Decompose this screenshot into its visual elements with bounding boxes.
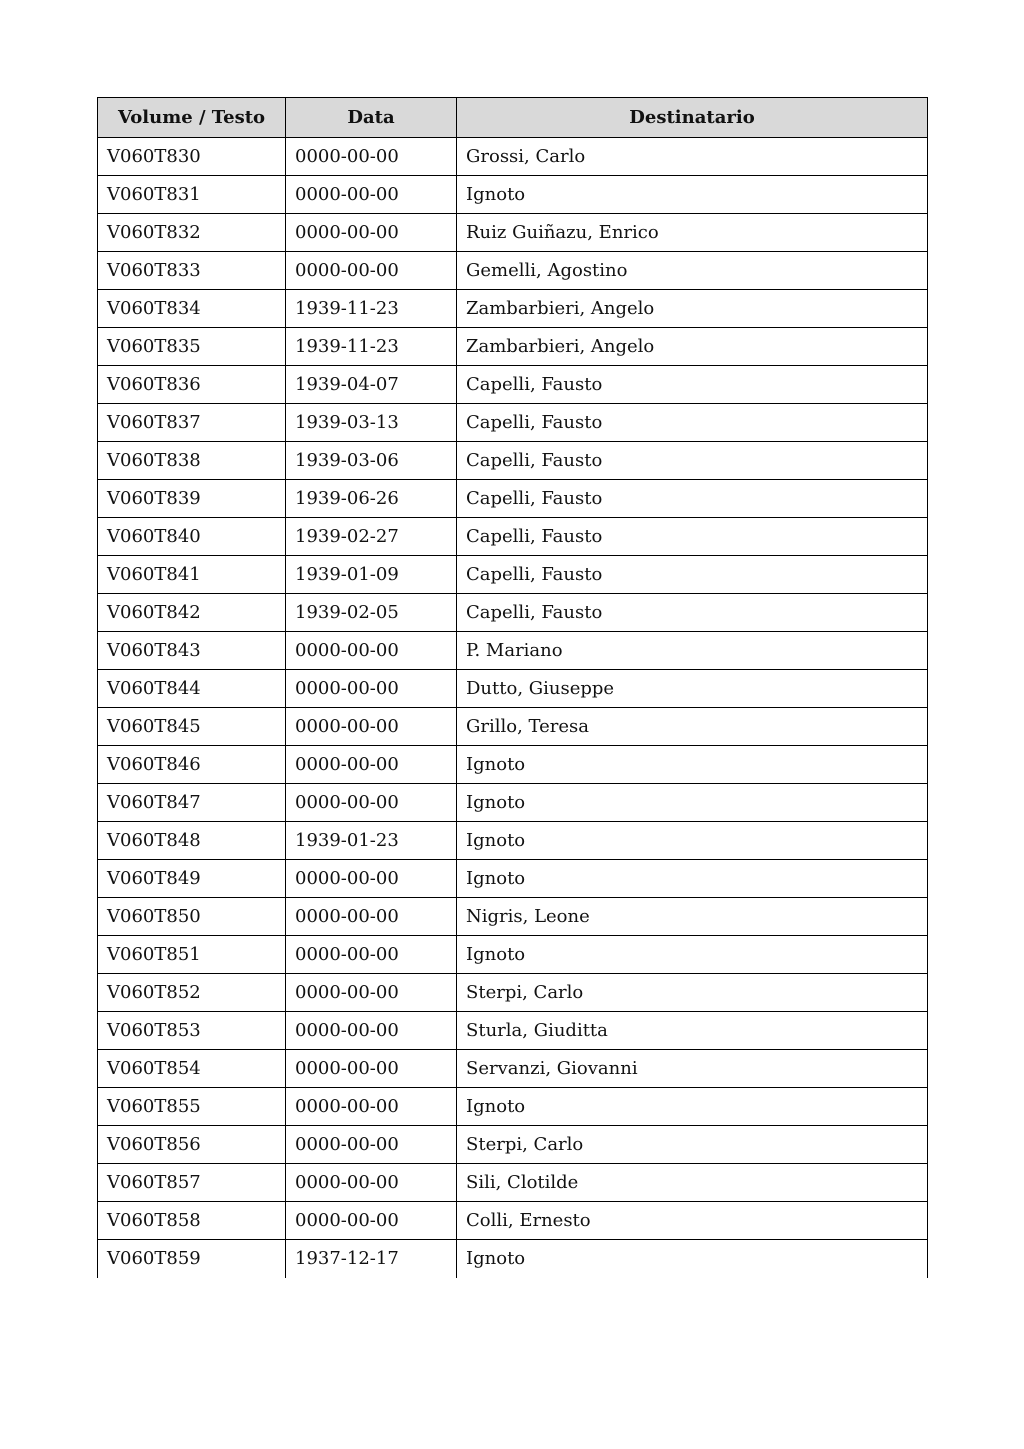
- cell-destinatario: Sili, Clotilde: [457, 1164, 928, 1202]
- column-header-data: Data: [286, 98, 457, 138]
- cell-data: 0000-00-00: [286, 632, 457, 670]
- cell-volume-testo: V060T835: [98, 328, 286, 366]
- cell-destinatario: Ignoto: [457, 1240, 928, 1278]
- table-row: [98, 252, 928, 290]
- cell-destinatario: Colli, Ernesto: [457, 1202, 928, 1240]
- cell-destinatario: Capelli, Fausto: [457, 594, 928, 632]
- table-row: [98, 1050, 928, 1088]
- cell-destinatario: Servanzi, Giovanni: [457, 1050, 928, 1088]
- cell-volume-testo: V060T840: [98, 518, 286, 556]
- cell-data: 0000-00-00: [286, 138, 457, 176]
- cell-volume-testo: V060T857: [98, 1164, 286, 1202]
- cell-volume-testo: V060T838: [98, 442, 286, 480]
- cell-destinatario: Grillo, Teresa: [457, 708, 928, 746]
- table-row: [98, 1126, 928, 1164]
- cell-volume-testo: V060T831: [98, 176, 286, 214]
- cell-volume-testo: V060T841: [98, 556, 286, 594]
- cell-volume-testo: V060T836: [98, 366, 286, 404]
- cell-destinatario: Sturla, Giuditta: [457, 1012, 928, 1050]
- table-row: [98, 708, 928, 746]
- cell-destinatario: Ignoto: [457, 860, 928, 898]
- cell-volume-testo: V060T834: [98, 290, 286, 328]
- cell-destinatario: Ignoto: [457, 176, 928, 214]
- cell-destinatario: Ruiz Guiñazu, Enrico: [457, 214, 928, 252]
- cell-data: 0000-00-00: [286, 1088, 457, 1126]
- cell-volume-testo: V060T833: [98, 252, 286, 290]
- cell-data: 1939-03-06: [286, 442, 457, 480]
- cell-data: 0000-00-00: [286, 1202, 457, 1240]
- cell-volume-testo: V060T853: [98, 1012, 286, 1050]
- cell-destinatario: Capelli, Fausto: [457, 556, 928, 594]
- cell-destinatario: Dutto, Giuseppe: [457, 670, 928, 708]
- cell-data: 0000-00-00: [286, 1050, 457, 1088]
- cell-volume-testo: V060T856: [98, 1126, 286, 1164]
- cell-destinatario: Zambarbieri, Angelo: [457, 290, 928, 328]
- cell-volume-testo: V060T846: [98, 746, 286, 784]
- cell-destinatario: Grossi, Carlo: [457, 138, 928, 176]
- cell-volume-testo: V060T847: [98, 784, 286, 822]
- cell-data: 0000-00-00: [286, 936, 457, 974]
- cell-data: 0000-00-00: [286, 1012, 457, 1050]
- cell-data: 1939-04-07: [286, 366, 457, 404]
- cell-destinatario: Ignoto: [457, 822, 928, 860]
- table-row: [98, 518, 928, 556]
- cell-volume-testo: V060T849: [98, 860, 286, 898]
- cell-data: 0000-00-00: [286, 746, 457, 784]
- cell-data: 0000-00-00: [286, 784, 457, 822]
- cell-data: 0000-00-00: [286, 176, 457, 214]
- cell-data: 1939-02-05: [286, 594, 457, 632]
- cell-volume-testo: V060T851: [98, 936, 286, 974]
- cell-destinatario: Capelli, Fausto: [457, 442, 928, 480]
- cell-data: 1939-11-23: [286, 290, 457, 328]
- table-row: [98, 480, 928, 518]
- cell-data: 1939-06-26: [286, 480, 457, 518]
- table-row: [98, 594, 928, 632]
- table-row: [98, 936, 928, 974]
- table-row: [98, 138, 928, 176]
- cell-volume-testo: V060T837: [98, 404, 286, 442]
- cell-volume-testo: V060T845: [98, 708, 286, 746]
- cell-destinatario: Zambarbieri, Angelo: [457, 328, 928, 366]
- cell-destinatario: Nigris, Leone: [457, 898, 928, 936]
- cell-data: 1939-02-27: [286, 518, 457, 556]
- column-header-volume-testo: Volume / Testo: [98, 98, 286, 138]
- cell-data: 1939-01-23: [286, 822, 457, 860]
- cell-destinatario: Sterpi, Carlo: [457, 1126, 928, 1164]
- cell-destinatario: Capelli, Fausto: [457, 404, 928, 442]
- table-row: [98, 290, 928, 328]
- cell-data: 0000-00-00: [286, 860, 457, 898]
- table-row: [98, 746, 928, 784]
- cell-data: 1937-12-17: [286, 1240, 457, 1278]
- cell-volume-testo: V060T855: [98, 1088, 286, 1126]
- cell-destinatario: Ignoto: [457, 784, 928, 822]
- cell-data: 1939-03-13: [286, 404, 457, 442]
- cell-volume-testo: V060T859: [98, 1240, 286, 1278]
- cell-volume-testo: V060T830: [98, 138, 286, 176]
- table-row: [98, 1164, 928, 1202]
- table-row: [98, 1240, 928, 1278]
- cell-destinatario: Capelli, Fausto: [457, 366, 928, 404]
- letters-table: [97, 97, 928, 1278]
- table-row: [98, 1202, 928, 1240]
- table-row: [98, 442, 928, 480]
- cell-volume-testo: V060T854: [98, 1050, 286, 1088]
- table-row: [98, 1012, 928, 1050]
- table-row: [98, 974, 928, 1012]
- cell-destinatario: Capelli, Fausto: [457, 480, 928, 518]
- cell-data: 0000-00-00: [286, 974, 457, 1012]
- table-row: [98, 404, 928, 442]
- table-row: [98, 670, 928, 708]
- cell-volume-testo: V060T839: [98, 480, 286, 518]
- cell-data: 0000-00-00: [286, 1126, 457, 1164]
- table-row: [98, 822, 928, 860]
- cell-destinatario: Gemelli, Agostino: [457, 252, 928, 290]
- cell-data: 0000-00-00: [286, 708, 457, 746]
- cell-destinatario: P. Mariano: [457, 632, 928, 670]
- header-row: [98, 98, 928, 138]
- table-row: [98, 898, 928, 936]
- table-row: [98, 784, 928, 822]
- table-row: [98, 860, 928, 898]
- cell-destinatario: Sterpi, Carlo: [457, 974, 928, 1012]
- cell-data: 0000-00-00: [286, 898, 457, 936]
- cell-volume-testo: V060T842: [98, 594, 286, 632]
- cell-destinatario: Ignoto: [457, 746, 928, 784]
- column-header-destinatario: Destinatario: [457, 98, 928, 138]
- table-row: [98, 556, 928, 594]
- table-row: [98, 214, 928, 252]
- cell-data: 0000-00-00: [286, 214, 457, 252]
- cell-data: 0000-00-00: [286, 252, 457, 290]
- cell-data: 0000-00-00: [286, 1164, 457, 1202]
- table-row: [98, 176, 928, 214]
- cell-data: 0000-00-00: [286, 670, 457, 708]
- cell-volume-testo: V060T852: [98, 974, 286, 1012]
- cell-volume-testo: V060T848: [98, 822, 286, 860]
- cell-destinatario: Ignoto: [457, 1088, 928, 1126]
- table-row: [98, 1088, 928, 1126]
- cell-volume-testo: V060T844: [98, 670, 286, 708]
- table-body: [98, 138, 928, 1278]
- cell-data: 1939-11-23: [286, 328, 457, 366]
- table-row: [98, 366, 928, 404]
- cell-volume-testo: V060T850: [98, 898, 286, 936]
- table-header: [98, 98, 928, 138]
- cell-destinatario: Capelli, Fausto: [457, 518, 928, 556]
- table-row: [98, 328, 928, 366]
- cell-volume-testo: V060T843: [98, 632, 286, 670]
- cell-data: 1939-01-09: [286, 556, 457, 594]
- cell-destinatario: Ignoto: [457, 936, 928, 974]
- table-row: [98, 632, 928, 670]
- cell-volume-testo: V060T832: [98, 214, 286, 252]
- cell-volume-testo: V060T858: [98, 1202, 286, 1240]
